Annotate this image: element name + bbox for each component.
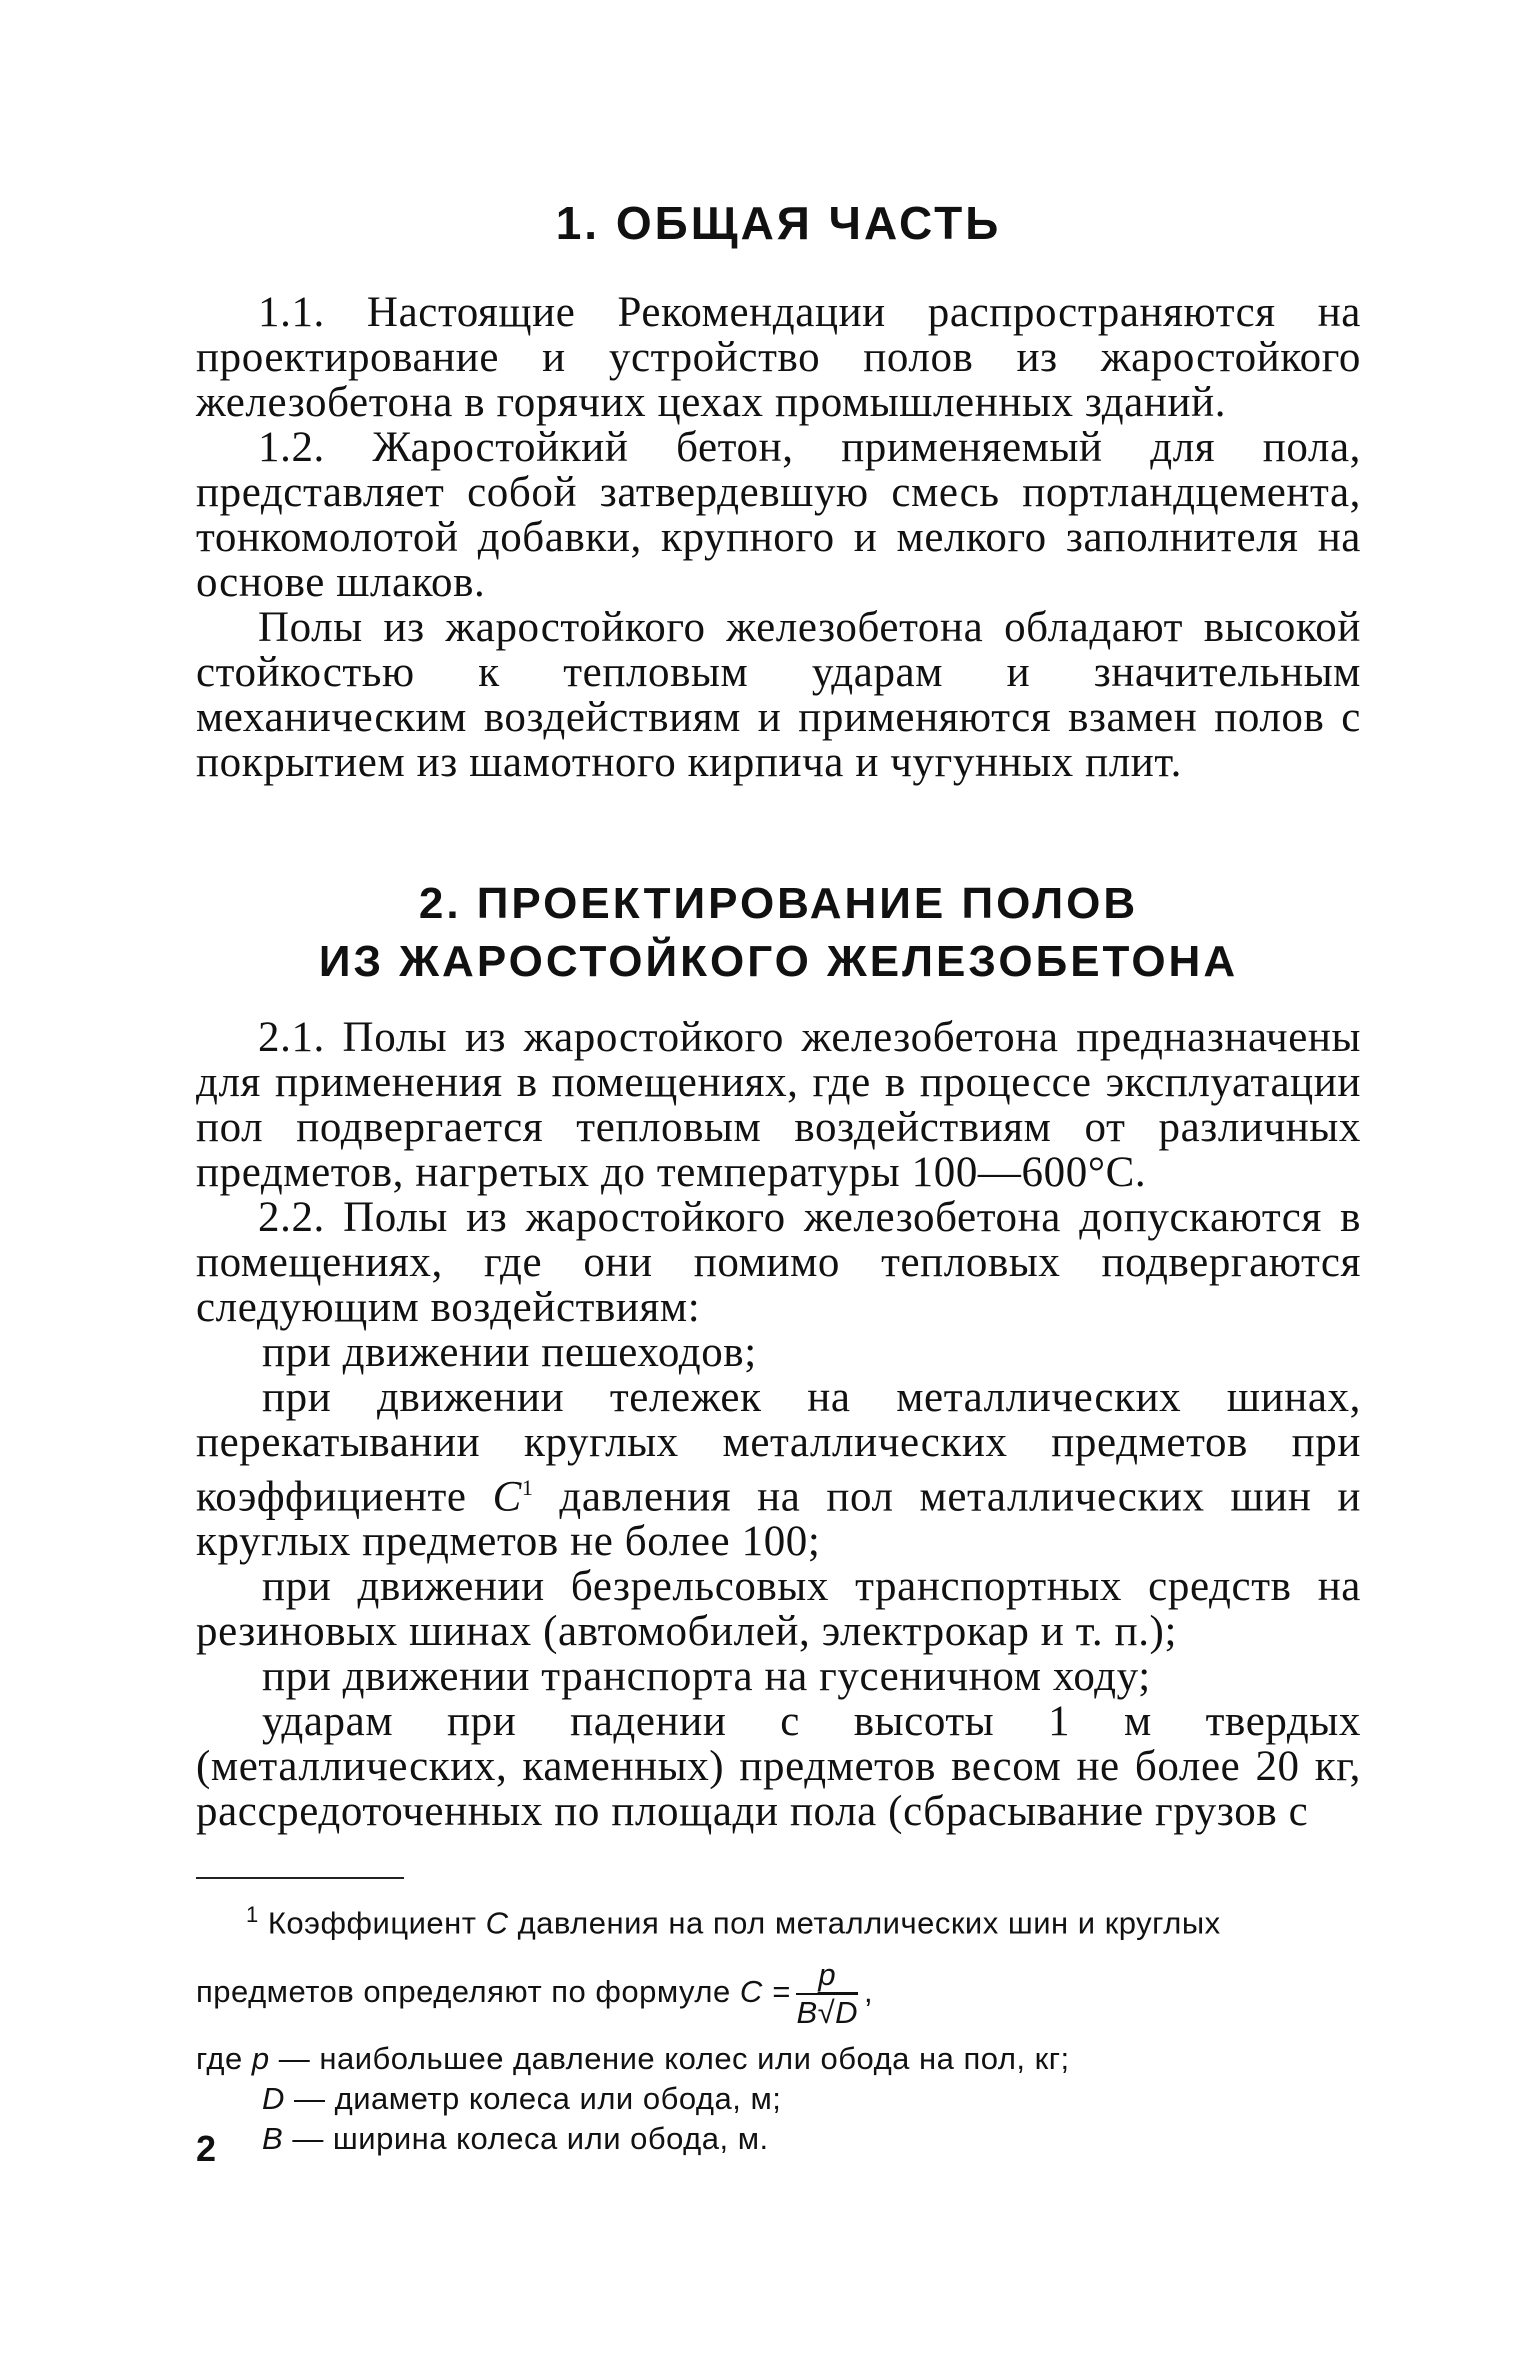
footnote-text: давления на пол металлических шин и круглых	[517, 1905, 1221, 1941]
formula-den-sqrt: √D	[817, 1995, 859, 2031]
list-item: при движении транспорта на гусеничном ходу;	[262, 1653, 1151, 1701]
formula-denominator	[796, 1995, 858, 2031]
where-prefix: где	[196, 2041, 243, 2077]
definition-line	[196, 2079, 1361, 2119]
formula-line	[196, 1957, 1361, 2031]
formula-numerator: p	[796, 1957, 858, 1995]
list-item	[196, 1375, 1361, 1564]
formula-tail: ,	[864, 1974, 874, 2010]
list-item: при движении пешеходов;	[262, 1329, 757, 1376]
section-2-heading	[196, 875, 1361, 991]
variable-b: B	[262, 2121, 284, 2157]
list-item: ударам при падении с высоты 1 м твердых (металлических, каменных) предметов весом не более 20 кг, рассредоточенных по площади пола (сбрасывание грузов с	[196, 1698, 1361, 1836]
variable-d: D	[262, 2081, 285, 2117]
footnote-mark: 1	[246, 1902, 259, 1927]
list-item-text: при движении тележек на металлических шинах, перекатывании круглых металлических предметов при коэффициенте	[196, 1374, 1361, 1521]
section-2-heading-line-2: ИЗ ЖАРОСТОЙКОГО ЖЕЛЕЗОБЕТОНА	[318, 937, 1239, 986]
footnote-text: Коэффициент	[267, 1905, 477, 1941]
footnote-line	[196, 1895, 1361, 1943]
paragraph-2-2: 2.2. Полы из жаростойкого железобетона допускаются в помещениях, где они помимо тепловых подвергаются следующим воздействиям:	[196, 1194, 1361, 1331]
variable-p: p	[251, 2041, 270, 2077]
coefficient-variable: С	[485, 1905, 509, 1941]
formula-fraction	[796, 1957, 858, 2031]
footnote	[196, 1895, 1361, 2159]
page-number: 2	[196, 2128, 217, 2169]
list-item-text: давления на пол металлических шин и круглых предметов не более 100;	[196, 1473, 1361, 1566]
impact-list	[196, 1330, 1361, 1834]
section-1-heading: 1. ОБЩАЯ ЧАСТЬ	[555, 197, 1002, 249]
formula-lead: предметов определяют по формуле	[196, 1974, 731, 2010]
paragraph-1-3: Полы из жаростойкого железобетона обладают высокой стойкостью к тепловым ударам и значительным механическим воздействиям и применяются взамен полов с покрытием из шамотного кирпича и чугунных плит.	[196, 604, 1361, 786]
section-2-body	[196, 1015, 1361, 1834]
definition-b: — ширина колеса или обода, м.	[292, 2121, 769, 2157]
definition-d: — диаметр колеса или обода, м;	[294, 2081, 782, 2117]
definition-p: — наибольшее давление колес или обода на пол, кг;	[278, 2041, 1070, 2077]
list-item: при движении безрельсовых транспортных средств на резиновых шинах (автомобилей, электрокар и т. п.);	[196, 1563, 1361, 1656]
definition-line	[196, 2119, 1361, 2159]
section-1-body	[196, 290, 1361, 785]
footnote-marker: 1	[521, 1475, 534, 1500]
section-2-heading-line-1: 2. ПРОЕКТИРОВАНИЕ ПОЛОВ	[418, 879, 1139, 928]
definition-line	[196, 2039, 1361, 2079]
paragraph-1-2: 1.2. Жаростойкий бетон, применяемый для пола, представляет собой затвердевшую смесь портландцемента, тонкомолотой добавки, крупного и мелкого заполнителя на основе шлаков.	[196, 424, 1361, 606]
coefficient-variable: С	[492, 1473, 522, 1521]
footnote-divider	[196, 1877, 404, 1879]
formula-lhs: C =	[739, 1974, 791, 2010]
paragraph-1-1: 1.1. Настоящие Рекомендации распространяются на проектирование и устройство полов из жаростойкого железобетона в горячих цехах промышленных зданий.	[196, 289, 1361, 426]
paragraph-2-1: 2.1. Полы из жаростойкого железобетона предназначены для применения в помещениях, где в процессе эксплуатации пол подвергается тепловым воздействиям от различных предметов, нагретых до температуры 100—600°С.	[196, 1014, 1361, 1196]
formula-den-b: B	[796, 1995, 818, 2031]
